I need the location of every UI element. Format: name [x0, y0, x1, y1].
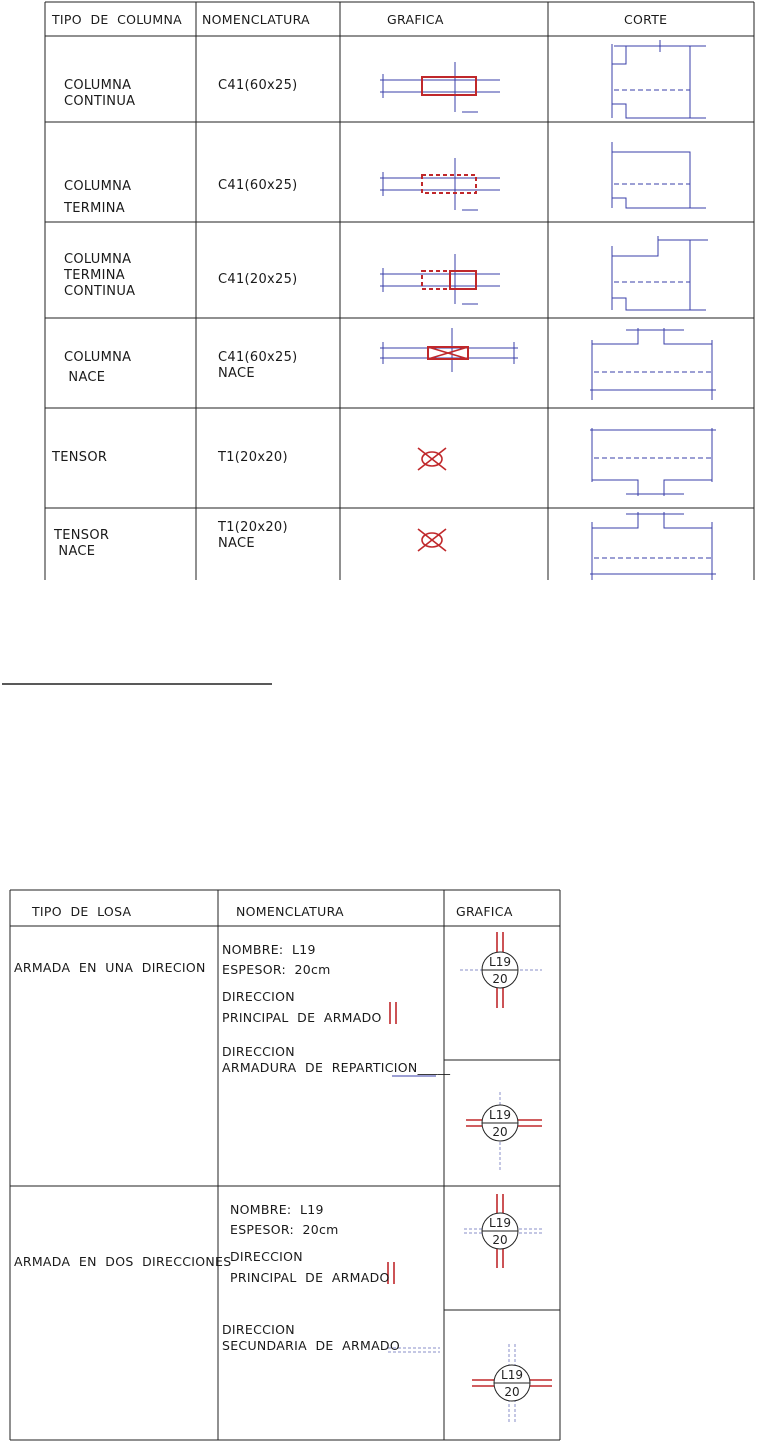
columnas-table-grid: [45, 2, 754, 580]
symbol-thickness-3: 20: [492, 1233, 508, 1247]
grafica-tensor-nace: [418, 529, 446, 551]
grafica-columna-termina-continua: [380, 254, 500, 304]
header-grafica: GRAFICA: [387, 12, 444, 27]
nomenclatura-row-1: C41(60x25): [218, 78, 298, 93]
corte-columna-nace: [590, 328, 716, 400]
losa-dir1-row-2: DIRECCION PRINCIPAL DE ARMADO: [230, 1249, 390, 1285]
tipo-row-2: COLUMNA TERMINA: [64, 179, 132, 216]
header-losa-grafica: GRAFICA: [456, 904, 513, 919]
tipo-row-4: COLUMNA NACE: [64, 350, 132, 385]
losa-espesor-row-1: ESPESOR: 20cm: [222, 962, 331, 977]
nomenclatura-row-5: T1(20x20): [218, 450, 288, 465]
nomenclatura-row-3: C41(20x25): [218, 272, 298, 287]
symbol-thickness-2: 20: [492, 1125, 508, 1139]
header-corte: CORTE: [624, 12, 668, 27]
grafica-columna-termina: [380, 158, 500, 210]
nomenclatura-row-6: T1(20x20) NACE: [218, 520, 288, 551]
header-tipo-columna: TIPO DE COLUMNA: [52, 12, 182, 27]
tipo-row-5: TENSOR: [52, 450, 108, 465]
header-tipo-losa: TIPO DE LOSA: [32, 904, 132, 919]
losa-symbol-3: [464, 1194, 542, 1268]
symbol-name-1: L19: [489, 955, 511, 969]
corte-columna-termina-continua: [612, 236, 708, 310]
tipo-row-1: COLUMNA CONTINUA: [64, 78, 136, 109]
losa-symbol-1: [460, 932, 542, 1008]
losa-dir2-row-1: DIRECCION ARMADURA DE REPARTICION_____: [222, 1044, 451, 1075]
corte-tensor-nace: [590, 512, 716, 580]
losa-dir2-row-2: DIRECCION SECUNDARIA DE ARMADO: [222, 1322, 400, 1353]
header-nomenclatura: NOMENCLATURA: [202, 12, 310, 27]
symbol-thickness-1: 20: [492, 972, 508, 986]
grafica-tensor: [418, 448, 446, 470]
losa-tipo-row-1: ARMADA EN UNA DIRECION: [14, 960, 206, 975]
losa-tipo-row-2: ARMADA EN DOS DIRECCIONES: [14, 1254, 232, 1269]
tipo-row-3: COLUMNA TERMINA CONTINUA: [64, 252, 136, 299]
header-losa-nomenclatura: NOMENCLATURA: [236, 904, 344, 919]
symbol-thickness-4: 20: [504, 1385, 520, 1399]
tipo-row-6: TENSOR NACE: [54, 528, 110, 559]
losa-nombre-row-1: NOMBRE: L19: [222, 942, 316, 957]
losa-symbol-2: [466, 1092, 542, 1172]
losa-nombre-row-2: NOMBRE: L19: [230, 1202, 324, 1217]
nomenclatura-row-4: C41(60x25) NACE: [218, 350, 298, 381]
losa-espesor-row-2: ESPESOR: 20cm: [230, 1222, 339, 1237]
corte-tensor: [590, 428, 716, 496]
grafica-columna-nace: [380, 328, 518, 372]
losa-symbol-4: [472, 1344, 552, 1424]
symbol-name-4: L19: [501, 1368, 523, 1382]
nomenclatura-row-2: C41(60x25): [218, 178, 298, 193]
symbol-name-2: L19: [489, 1108, 511, 1122]
corte-columna-termina: [612, 142, 706, 208]
grafica-columna-continua: [380, 62, 500, 112]
losa-dir1-row-1: DIRECCION PRINCIPAL DE ARMADO: [222, 989, 382, 1025]
corte-columna-continua: [612, 40, 706, 118]
symbol-name-3: L19: [489, 1216, 511, 1230]
